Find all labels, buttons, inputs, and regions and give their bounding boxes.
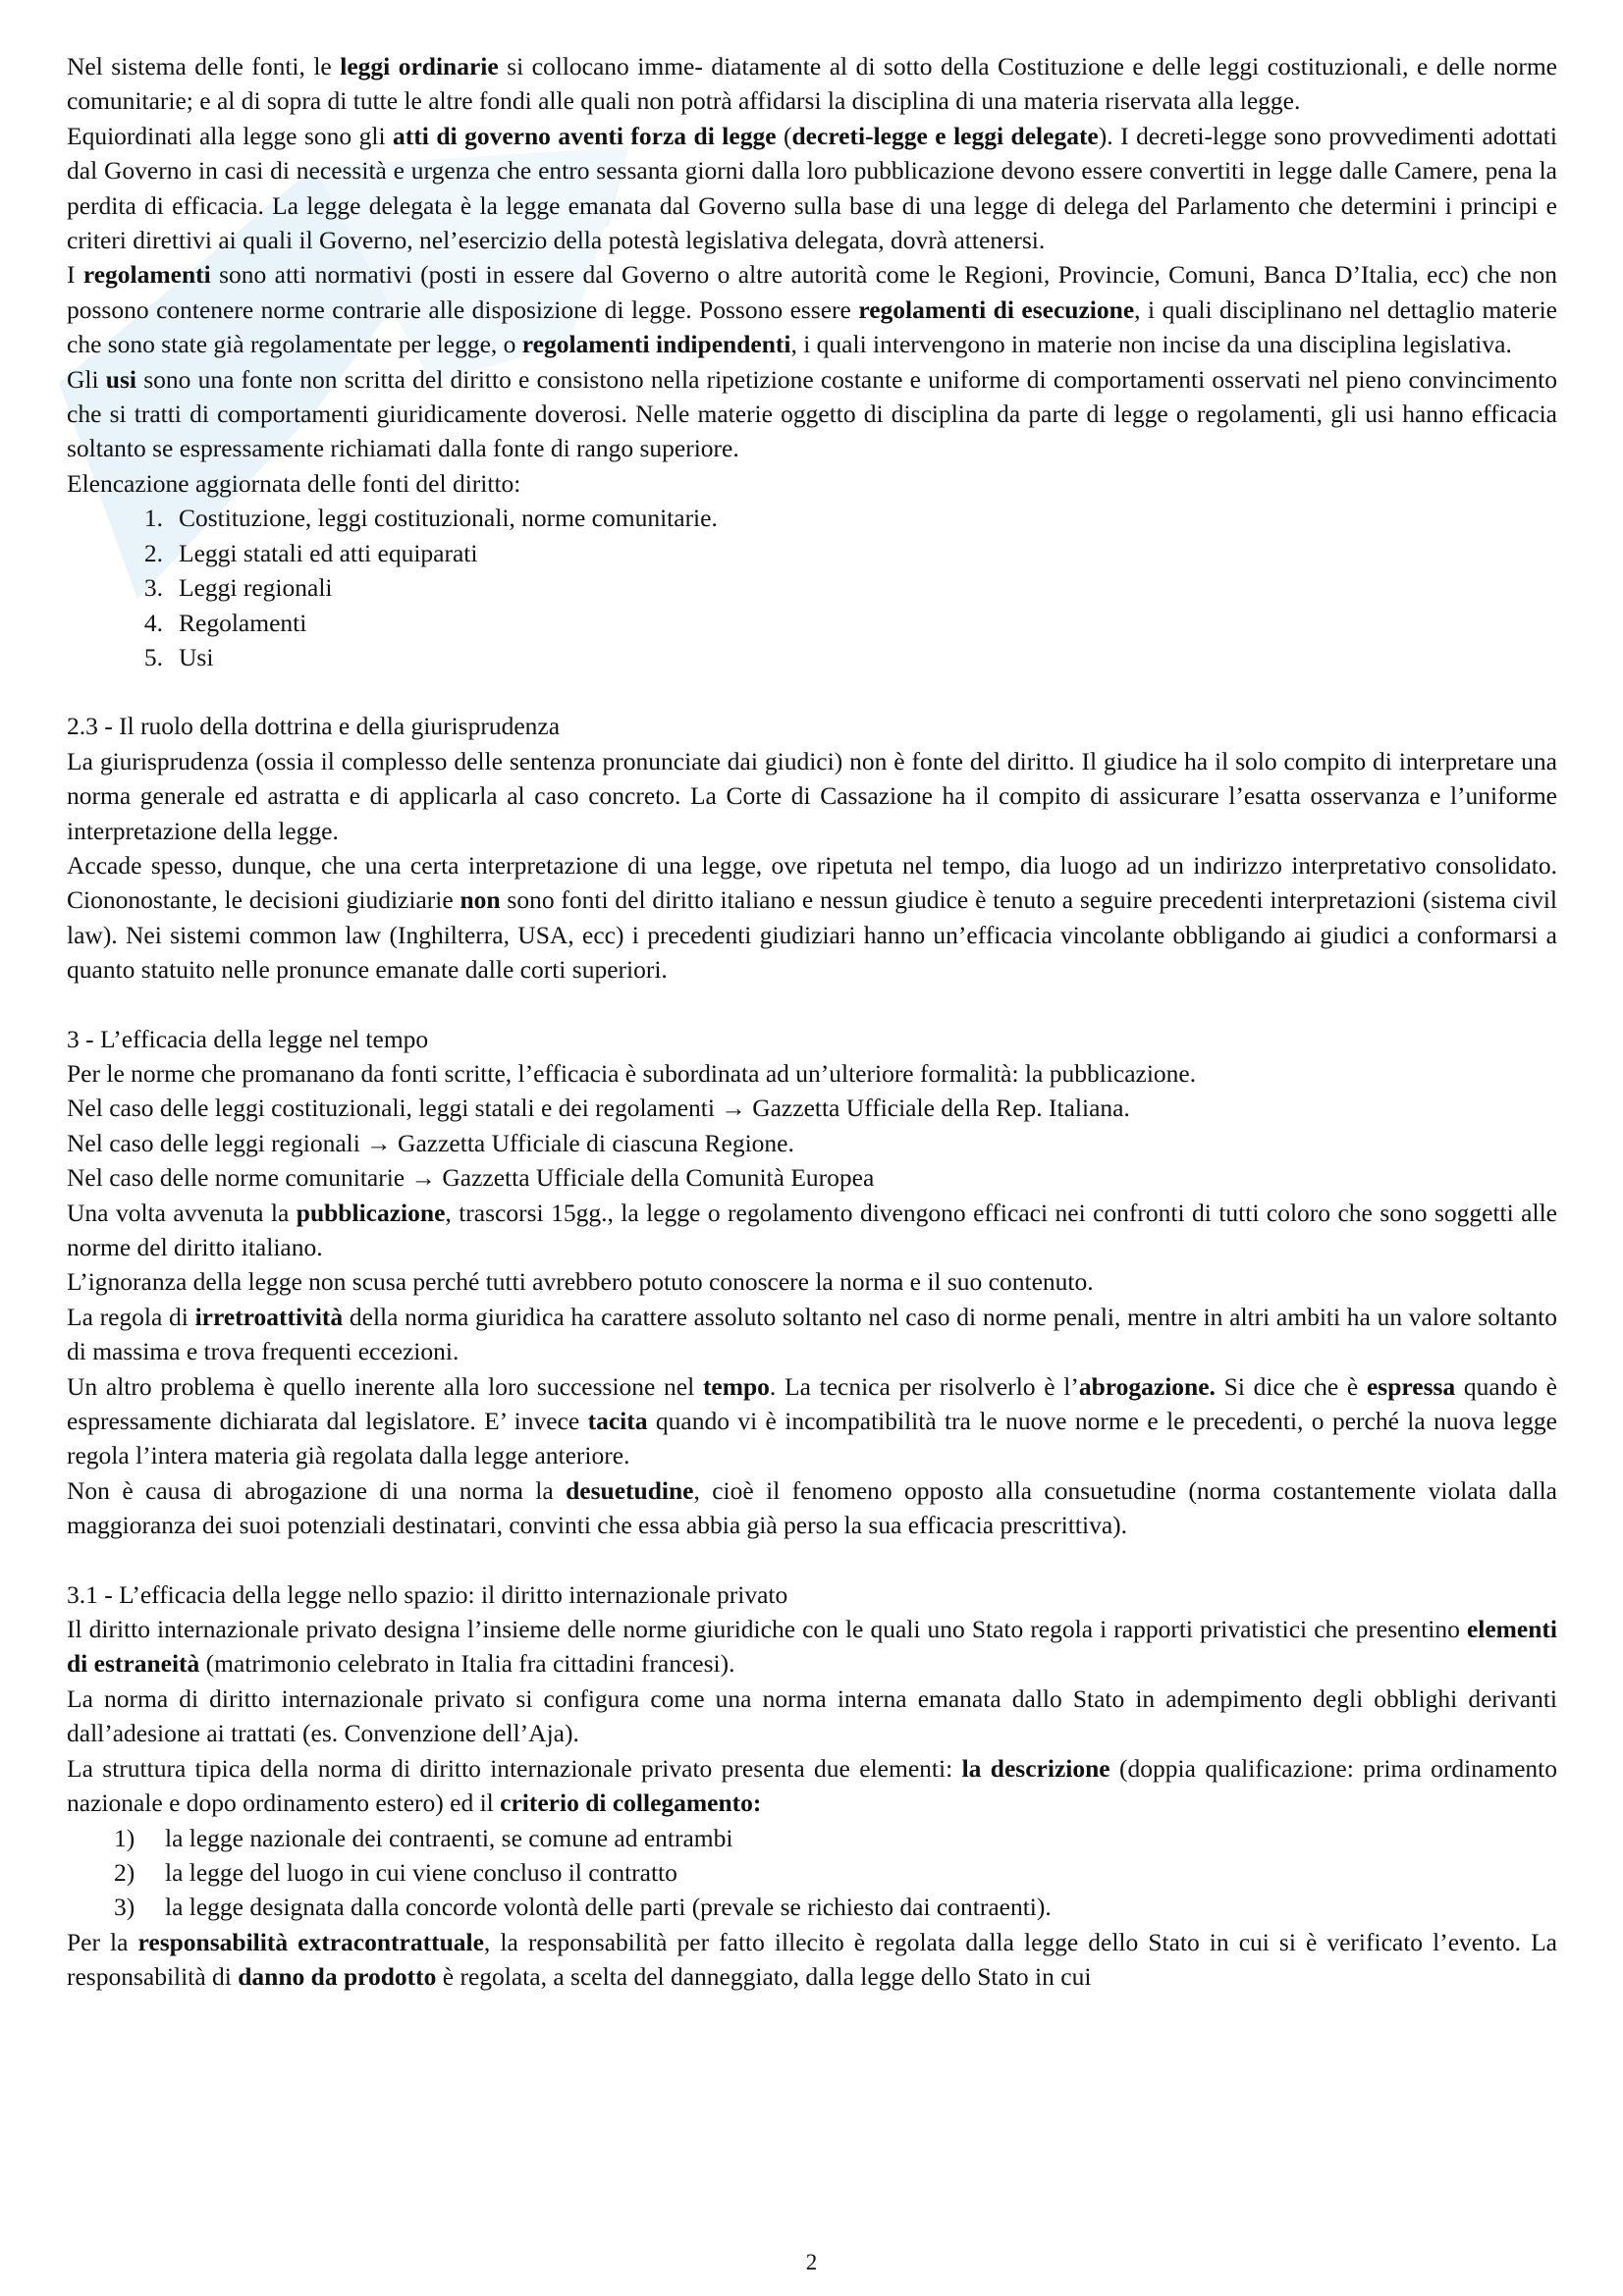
text-run: ). I decreti-legge sono provvedimenti adottati dal Governo in casi di necessità e urgenza che entro sessanta giorni dalla loro pubblicazione devono essere convertiti in legge dalle Camere, pena la perdita di efficacia. La legge delegata è la legge emanata dal Governo sulla base di una legge di delega del Parlamento che determini i principi e criteri direttivi ai quali il Governo, nel’esercizio della potestà legislativa delegata, dovrà attenersi. <box>67 121 1557 255</box>
bold-term: leggi ordinarie <box>340 52 499 80</box>
heading-efficacia-tempo: 3 - L’efficacia della legge nel tempo <box>67 1024 429 1053</box>
section-giurisprudenza <box>67 744 1557 988</box>
text-run: Nel caso delle norme comunitarie → Gazzetta Ufficiale della Comunità Europea <box>67 1163 875 1193</box>
paragraph <box>67 362 1557 466</box>
paragraph <box>67 466 1557 501</box>
list-item-number: 5. <box>143 642 163 671</box>
paragraph <box>67 1682 1557 1751</box>
paragraph <box>67 848 1557 988</box>
text-run: La struttura tipica della norma di diritto internazionale privato presenta due elementi: <box>67 1753 962 1783</box>
paragraph <box>67 1925 1557 1995</box>
text-run: Per le norme che promanano da fonti scritte, l’efficacia è subordinata ad un’ulteriore formalità: la pubblicazione. <box>67 1058 1197 1088</box>
text-run: (doppia qualificazione: prima ordinamento nazionale e dopo ordinamento estero) ed il <box>67 1753 1557 1818</box>
text-run: quando è espressamente dichiarata dal legislatore. E’ invece <box>67 1371 1557 1436</box>
paragraph <box>67 1056 1557 1091</box>
list-item-number: 2) <box>114 1857 135 1887</box>
list-criteri-collegamento <box>67 1821 1557 1925</box>
bold-term: tacita <box>587 1407 648 1436</box>
bold-term: usi <box>105 364 136 394</box>
paragraph <box>67 1751 1557 1821</box>
paragraph <box>67 1264 1557 1299</box>
list-item-number: 2. <box>143 538 163 567</box>
list-item <box>114 606 1557 640</box>
list-item <box>114 501 1557 535</box>
list-item <box>114 1855 1557 1890</box>
list-item-text: la legge del luogo in cui viene concluso il contratto <box>165 1857 677 1887</box>
bold-term: espressa <box>1366 1371 1456 1401</box>
list-item-text: la legge designata dalla concorde volontà delle parti (prevale se richiesto dai contraenti). <box>165 1893 1052 1922</box>
paragraph <box>67 1473 1557 1543</box>
bold-term: elementi di estraneità <box>67 1615 1557 1679</box>
list-item-text: Regolamenti <box>179 608 307 637</box>
text-run: Nel sistema delle fonti, le <box>67 52 341 80</box>
text-run: Elencazione aggiornata delle fonti del diritto: <box>67 468 521 498</box>
text-run: Non è causa di abrogazione di una norma la <box>67 1475 567 1505</box>
text-run: si collocano imme- diatamente al di sotto della Costituzione e delle leggi costituzionali, e delle norme comunitarie; e al di sopra di tutte le altre fondi alle quali non potrà affidarsi la disciplina di una materia riservata alla legge. <box>67 52 1557 116</box>
paragraph <box>67 1369 1557 1473</box>
text-run: Per la <box>67 1927 138 1956</box>
text-run: I <box>67 260 83 290</box>
list-item-text: Usi <box>179 642 214 671</box>
heading-dottrina-giurisprudenza: 2.3 - Il ruolo della dottrina e della giurisprudenza <box>67 712 561 741</box>
page-number: 2 <box>805 2250 818 2274</box>
bold-term: regolamenti indipendenti <box>521 330 791 359</box>
list-item-text: Leggi statali ed atti equiparati <box>179 538 478 567</box>
text-run: Accade spesso, dunque, che una certa interpretazione di una legge, ove ripetuta nel tempo, dia luogo ad un indirizzo interpretativo consolidato. Ciononostante, le decisioni giudiziarie <box>67 850 1557 915</box>
bold-term: non <box>460 885 501 915</box>
text-run: quando vi è incompatibilità tra le nuove norme e le precedenti, o perché la nuova legge regola l’intera materia già regolata dalla legge anteriore. <box>67 1407 1558 1470</box>
list-item <box>114 1821 1557 1855</box>
text-run: La giurisprudenza (ossia il complesso delle sentenza pronunciate dai giudici) non è fonte del diritto. Il giudice ha il solo compito di interpretare una norma generale ed astratta e di applicarla al caso concreto. La Corte di Cassazione ha il compito di assicurare l’esatta osservanza e l’uniforme interpretazione della legge. <box>67 746 1557 845</box>
text-run: . La tecnica per risolverlo è l’ <box>769 1371 1079 1401</box>
section-intro <box>67 49 1557 501</box>
paragraph <box>67 1091 1557 1125</box>
text-run: è regolata, a scelta del danneggiato, dalla legge dello Stato in cui <box>436 1962 1092 1992</box>
text-run: Nel caso delle leggi regionali → Gazzetta Ufficiale di ciascuna Regione. <box>67 1128 794 1157</box>
list-item <box>114 536 1557 570</box>
paragraph <box>67 1126 1557 1160</box>
document-page <box>67 49 1557 1995</box>
paragraph <box>67 119 1557 258</box>
text-run: La norma di diritto internazionale privato si configura come una norma interna emanata dallo Stato in adempimento degli obblighi derivanti dall’adesione ai trattati (es. Convenzione dell’Aja). <box>67 1683 1557 1748</box>
bold-term: criterio di collegamento: <box>500 1789 762 1818</box>
list-item-text: Leggi regionali <box>179 573 333 603</box>
text-run: sono fonti del diritto italiano e nessun giudice è tenuto a seguire precedenti interpretazioni (sistema civil law). Nei sistemi common law (Inghilterra, USA, ecc) i precedenti giudiziari hanno un’efficacia vincolante obbligando ai giudici a conformarsi a quanto statuito nelle pronunce emanate dalle corti superiori. <box>67 885 1557 985</box>
text-run: della norma giuridica ha carattere assoluto soltanto nel caso di norme penali, mentre in altri ambiti ha un valore soltanto di massima e trova frequenti eccezioni. <box>67 1302 1557 1366</box>
list-item-number: 1) <box>114 1823 135 1852</box>
paragraph <box>67 744 1557 848</box>
text-run: Gli <box>67 364 106 394</box>
bold-term: desuetudine <box>566 1475 694 1505</box>
bold-term: abrogazione. <box>1078 1371 1216 1401</box>
list-item-number: 4. <box>143 608 163 637</box>
text-run: , trascorsi 15gg., la legge o regolamento divengono efficaci nei confronti di tutti coloro che sono soggetti alle norme del diritto italiano. <box>67 1198 1557 1261</box>
text-run: Si dice che è <box>1215 1371 1367 1401</box>
bold-term: la descrizione <box>961 1753 1110 1783</box>
text-run: , i quali disciplinano nel dettaglio materie che sono state già regolamentate per legge, o <box>67 294 1557 359</box>
bold-term: irretroattività <box>194 1302 344 1331</box>
list-fonti-diritto <box>67 501 1557 674</box>
list-item-number: 3) <box>114 1893 135 1922</box>
list-item-text: la legge nazionale dei contraenti, se comune ad entrambi <box>165 1823 733 1852</box>
text-run: Equiordinati alla legge sono gli <box>67 121 394 150</box>
paragraph <box>67 257 1557 361</box>
bold-term: pubblicazione <box>296 1198 446 1227</box>
text-run: Il diritto internazionale privato designa l’insieme delle norme giuridiche con le quali uno Stato regola i rapporti privatistici che presentino <box>67 1615 1467 1644</box>
bold-term: regolamenti <box>82 260 211 290</box>
list-item-text: Costituzione, leggi costituzionali, norme comunitarie. <box>179 504 718 533</box>
list-item-number: 3. <box>143 573 163 603</box>
list-item-number: 1. <box>143 504 163 533</box>
text-run: sono atti normativi (posti in essere dal Governo o altre autorità come le Regioni, Provincie, Comuni, Banca D’Italia, ecc) che non possono contenere norme contrarie alle disposizione di legge. Possono essere <box>67 260 1557 324</box>
text-run: (matrimonio celebrato in Italia fra cittadini francesi). <box>199 1649 735 1679</box>
bold-term: tempo <box>702 1371 770 1401</box>
text-run: La regola di <box>67 1302 195 1331</box>
bold-term: responsabilità extracontrattuale <box>137 1927 484 1956</box>
text-run: L’ignoranza della legge non scusa perché tutti avrebbero potuto conoscere la norma e il suo contenuto. <box>67 1267 1094 1297</box>
list-item <box>114 640 1557 674</box>
section-responsabilita <box>67 1925 1557 1995</box>
heading-efficacia-spazio: 3.1 - L’efficacia della legge nello spazio: il diritto internazionale privato <box>67 1579 788 1609</box>
bold-term: decreti-legge e leggi delegate <box>791 121 1099 150</box>
list-item <box>114 1890 1557 1924</box>
bold-term: danno da prodotto <box>238 1962 437 1992</box>
text-run: Una volta avvenuta la <box>67 1198 297 1227</box>
bold-term: regolamenti di esecuzione <box>858 294 1135 324</box>
text-run: , cioè il fenomeno opposto alla consuetudine (norma costantemente violata dalla maggioranza dei suoi potenziali destinatari, convinti che essa abbia già perso la sua efficacia prescrittiva). <box>67 1475 1557 1540</box>
paragraph <box>67 49 1557 119</box>
list-item <box>114 570 1557 605</box>
paragraph <box>67 1612 1557 1682</box>
section-diritto-internazionale <box>67 1612 1557 1820</box>
text-run: , la responsabilità per fatto illecito è regolata dalla legge dello Stato in cui si è verificato l’evento. La responsabilità di <box>67 1927 1557 1992</box>
paragraph <box>67 1196 1557 1265</box>
bold-term: atti di governo aventi forza di legge <box>393 121 777 150</box>
text-run: Nel caso delle leggi costituzionali, leggi statali e dei regolamenti → Gazzetta Ufficiale della Rep. Italiana. <box>67 1094 1130 1123</box>
text-run: sono una fonte non scritta del diritto e consistono nella ripetizione costante e uniforme di comportamenti osservati nel pieno convincimento che si tratti di comportamenti giuridicamente doverosi. Nelle materie oggetto di disciplina da parte di legge o regolamenti, gli usi hanno efficacia soltanto se espressamente richiamati dalla fonte di rango superiore. <box>67 364 1558 463</box>
text-run: , i quali intervengono in materie non incise da una disciplina legislativa. <box>790 330 1512 359</box>
text-run: ( <box>776 121 792 150</box>
paragraph <box>67 1300 1557 1369</box>
section-efficacia-tempo <box>67 1056 1557 1543</box>
text-run: Un altro problema è quello inerente alla loro successione nel <box>67 1371 703 1401</box>
paragraph <box>67 1160 1557 1195</box>
